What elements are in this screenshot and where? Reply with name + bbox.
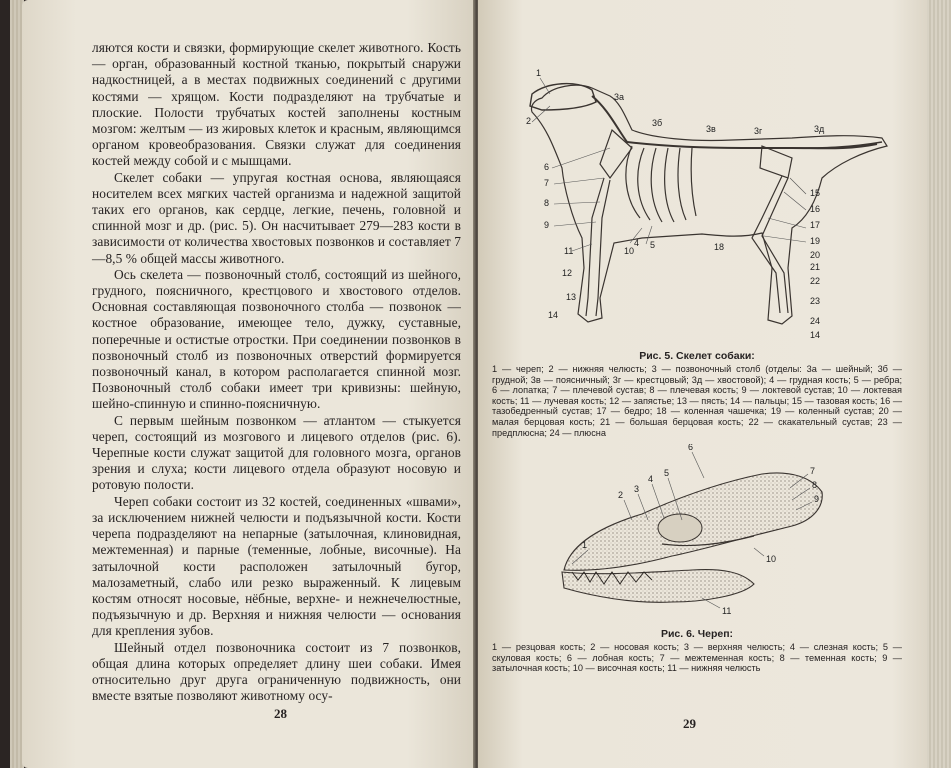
callout-1: 1 [536,68,542,78]
callout-10: 10 [624,246,635,256]
skull-callout-10: 10 [766,554,777,565]
skull-callout-8: 8 [812,480,818,491]
paragraph-bones-and-ligaments: ляются кости и связки, формирующие скелет животного. Кость — орган, образованный костной тканью, покрытый снаружи надкостницей, а в местах подвижных соединений с другими костями — хрящом. Кости подразделяют на трубчатые и плоские. Полости трубчатых костей заполнены костным мозгом: желтым — из жировых клеток и красным, являющимся органом кровеобразования. Связки служат для соединения костей между собой и с мышцами. [92,40,461,169]
callout-11: 11 [564,246,574,256]
callout-7: 7 [544,178,550,188]
callout-16: 16 [810,204,821,214]
callout-23: 23 [810,296,821,306]
scapula [600,130,632,178]
callout-18: 18 [714,242,725,252]
skull-callout-9: 9 [814,494,820,505]
dog-body-outline [531,85,887,324]
callout-9: 9 [544,220,550,230]
callout-4: 4 [634,238,640,248]
callout-3a: 3а [614,92,625,102]
figure-dog-skull [492,444,902,624]
skull-callout-3: 3 [634,484,640,495]
callout-8: 8 [544,198,550,208]
callout-5: 5 [650,240,656,250]
skull-callout-2: 2 [618,490,624,501]
eye-socket [658,514,702,542]
skull-callout-7: 7 [810,466,816,477]
callout-19: 19 [810,236,821,246]
callout-3b: 3б [652,118,663,128]
pelvis [760,146,792,178]
skull-callout-6: 6 [688,444,694,453]
right-page-edges [927,0,951,768]
figure6-caption: Рис. 6. Череп: [660,628,734,641]
callout-21: 21 [810,262,821,272]
figure-dog-skeleton [492,68,902,340]
paragraph-skull-atlas: С первым шейным позвонком — атлантом — стыкуется череп, состоящий из мозгового и лицевого отделов (рис. 6). Черепные кости служат защитой для головного мозга, органов зрения и слуха; кости лицевого отдела образуют носовую и ротовую полости. [92,412,461,493]
callout-13: 13 [566,292,577,302]
left-page-text [92,40,461,704]
figure5-legend: 1 — череп; 2 — нижняя челюсть; 3 — позвоночный столб (отделы: 3а — шейный; 3б — грудной; 3в — поясничный; 3г — крестцовый; 3д — хвостовой); 4 — грудная кость; 5 — ребра; 6 — лопатка; 7 — плечевой сустав; 8 — плечевая кость; 9 — локтевой сустав; 10 — локтевая кость; 11 — лучевая кость; 12 — запястье; 13 — пясть; 14 — пальцы; 15 — тазовая кость; 16 — тазобедренный сустав; 17 — бедро; 18 — коленная чашечка; 19 — коленный сустав; 20 — малая берцовая кость; 21 — большая берцовая кость; 22 — скакательный сустав; 23 — предплюсна; 24 — плюсна [492,364,902,438]
callout-24: 24 [810,316,821,326]
callout-2: 2 [526,116,532,126]
paragraph-skull-bones: Череп собаки состоит из 32 костей, соединенных «швами», за исключением нижней челюсти и подъязычной кости. Кости черепа подразделяют на непарные (затылочная, клиновидная, межтеменная) и парные (теменные, лобные, височные). На затылочной кости расположен затылочный бугор, малозаметный, слабо или резко выраженный. К лицевым костям относят носовые, нёбные, верхне- и нежнечелюстные, подъязычную и др. Верхняя и нижняя челюсти — основания для крепления зубов. [92,493,461,639]
callout-3d: 3д [814,124,825,134]
paragraph-spinal-column: Ось скелета — позвоночный столб, состоящий из шейного, грудного, поясничного, крестцового и хвостового отделов. Основная составляющая позвоночного столба — позвонок — костное образование, имеющее тело, дужку, суставные, поперечные и остистые отростки. При соединении позвонков в позвоночный столб из позвоночных отверстий формируется позвоночный канал, в котором располагается спинной мозг. Позвоночный столб собаки имеет три кривизны: шейную, шейно-спинную и спинно-поясничную. [92,266,461,412]
page-number-right: 29 [683,716,696,731]
page-number-left: 28 [274,706,287,721]
figure5-caption: Рис. 5. Скелет собаки: [639,350,755,362]
front-leg [586,178,610,316]
callout-12: 12 [562,268,573,278]
callout-22: 22 [810,276,821,286]
callout-20: 20 [810,250,821,260]
callout-15: 15 [810,188,821,198]
paragraph-dog-skeleton: Скелет собаки — упругая костная основа, являющаяся носителем всех мягких частей организма и надежной защитой таких его органов, как сердце, легкие, печень, головной и спинной мозг и др. (рис. 5). Он насчитывает 279—283 кости в зависимости от количества хвостовых позвонков и составляет 7—8,5 % общей массы животного. [92,169,461,266]
callout-14-front: 14 [548,310,559,320]
skull-callout-11: 11 [722,606,732,617]
figure6-legend: 1 — резцовая кость; 2 — носовая кость; 3 — верхняя челюсть; 4 — слезная кость; 5 — скуловая кость; 6 — лобная кость; 7 — межтеменная кость; 8 — теменная кость; 9 — затылочная кость; 10 — височная кость; 11 — нижняя челюсть [492,642,902,674]
callout-17: 17 [810,220,821,230]
skull-callout-1: 1 [582,540,588,551]
skull-jaw [562,570,754,603]
callout-14-hind: 14 [810,330,821,340]
skull-shape [530,84,596,110]
right-page [478,0,928,768]
callout-3v: 3в [706,124,716,134]
callout-6: 6 [544,162,550,172]
ribs [626,146,696,222]
left-page [22,0,475,768]
skull-callout-5: 5 [664,468,670,479]
callout-3g: 3г [754,126,763,136]
skull-callout-4: 4 [648,474,654,485]
paragraph-cervical-spine: Шейный отдел позвоночника состоит из 7 позвонков, общая длина которых определяет длину шеи собаки. Имея относительно друг друга ограниченную подвижность, они вместе взятые позволяют животному осу- [92,639,461,704]
